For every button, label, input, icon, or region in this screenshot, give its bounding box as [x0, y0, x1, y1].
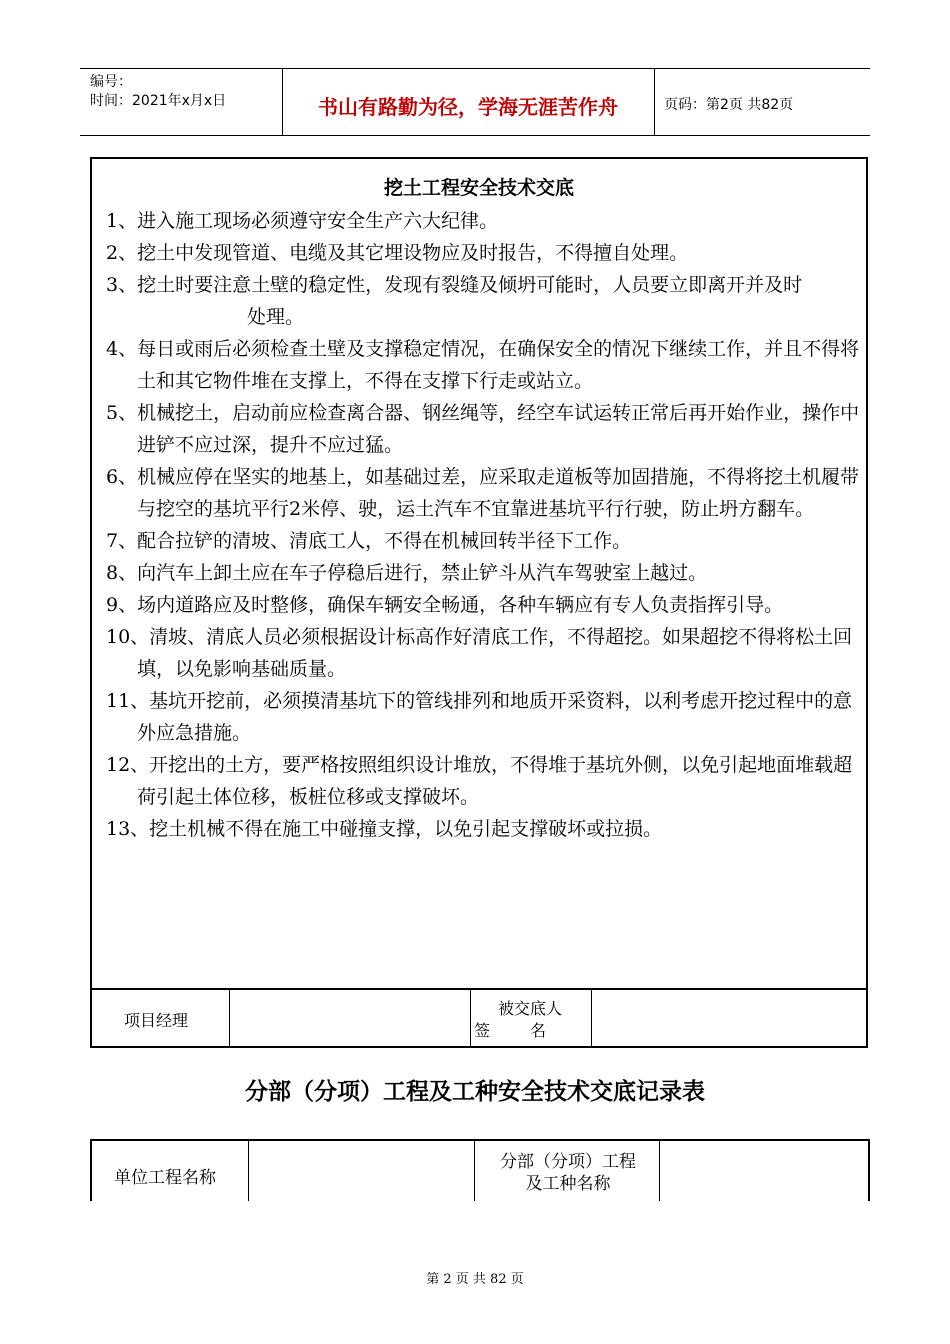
- list-item-tail: 处理。: [247, 306, 305, 328]
- document-number-label: 编号：: [90, 74, 132, 90]
- signature-row: [92, 988, 866, 1046]
- list-item-text: 3、挖土时要注意土壁的稳定性，发现有裂缝及倾坍可能时，人员要立即离开并及时: [106, 274, 803, 296]
- list-item: 11、基坑开挖前，必须摸清基坑下的管线排列和地质开采资料，以利考虑开挖过程中的意外应急措施。: [106, 690, 853, 744]
- list-item: 8、向汽车上卸土应在车子停稳后进行，禁止铲斗从汽车驾驶室上越过。: [106, 562, 708, 584]
- safety-briefing-box: [90, 157, 868, 1048]
- list-item: 10、清坡、清底人员必须根据设计标高作好清底工作，不得超挖。如果超挖不得将松土回填，以免影响基础质量。: [106, 626, 853, 680]
- unit-project-name-label: 单位工程名称: [114, 1168, 216, 1188]
- briefing-title: 挖土工程安全技术交底: [383, 177, 574, 199]
- cell-divider: [229, 990, 230, 1046]
- list-item: 5、机械挖土，启动前应检查离合器、钢丝绳等，经空车试运转正常后再开始作业，操作中进铲不应过深，提升不应过猛。: [106, 402, 860, 456]
- project-manager-label: 项目经理: [124, 1011, 189, 1030]
- footer-page-number: 第 2 页 共 82 页: [426, 1272, 524, 1287]
- cell-divider: [248, 1141, 249, 1201]
- list-item: [106, 269, 862, 333]
- sub-project-label-line2: 及工种名称: [525, 1174, 611, 1194]
- list-item: 13、挖土机械不得在施工中碰撞支撑，以免引起支撑破坏或拉损。: [106, 818, 663, 840]
- list-item: 9、场内道路应及时整修，确保车辆安全畅通，各种车辆应有专人负责指挥引导。: [106, 594, 784, 616]
- document-time: 时间：2021年x月x日: [90, 93, 227, 109]
- list-item: 7、配合拉铲的清坡、清底工人，不得在机械回转半径下工作。: [106, 530, 632, 552]
- header-motto: 书山有路勤为径，学海无涯苦作舟: [318, 95, 618, 119]
- sub-project-name-label: [478, 1151, 658, 1195]
- record-table-title: 分部（分项）工程及工种安全技术交底记录表: [245, 1079, 705, 1105]
- cell-divider: [591, 990, 592, 1046]
- record-table: [90, 1139, 870, 1201]
- recipient-label-line2: 签名: [473, 1021, 586, 1040]
- cell-divider: [659, 1141, 660, 1201]
- cell-divider: [474, 1141, 475, 1201]
- page-header: [80, 68, 870, 136]
- briefing-item-list: [106, 205, 862, 845]
- sub-project-label-line1: 分部（分项）工程: [500, 1152, 636, 1172]
- header-page-info: 页码：第2页 共82页: [664, 97, 794, 113]
- list-item: 4、每日或雨后必须检查土壁及支撑稳定情况，在确保安全的情况下继续工作，并且不得将土和其它物件堆在支撑上，不得在支撑下行走或站立。: [106, 338, 860, 392]
- page-footer: [0, 1268, 950, 1287]
- recipient-label: [470, 998, 590, 1042]
- list-item: 6、机械应停在坚实的地基上，如基础过差，应采取走道板等加固措施，不得将挖土机履带与挖空的基坑平行2米停、驶，运土汽车不宜靠进基坑平行行驶，防止坍方翻车。: [106, 466, 860, 520]
- list-item: 12、开挖出的土方，要严格按照组织设计堆放，不得堆于基坑外侧，以免引起地面堆载超荷引起土体位移，板桩位移或支撑破坏。: [106, 754, 853, 808]
- header-meta: [90, 73, 226, 111]
- list-item: 2、挖土中发现管道、电缆及其它埋设物应及时报告，不得擅自处理。: [106, 242, 689, 264]
- list-item: 1、进入施工现场必须遵守安全生产六大纪律。: [106, 210, 499, 232]
- recipient-label-line1: 被交底人: [497, 999, 562, 1018]
- header-divider: [654, 69, 655, 135]
